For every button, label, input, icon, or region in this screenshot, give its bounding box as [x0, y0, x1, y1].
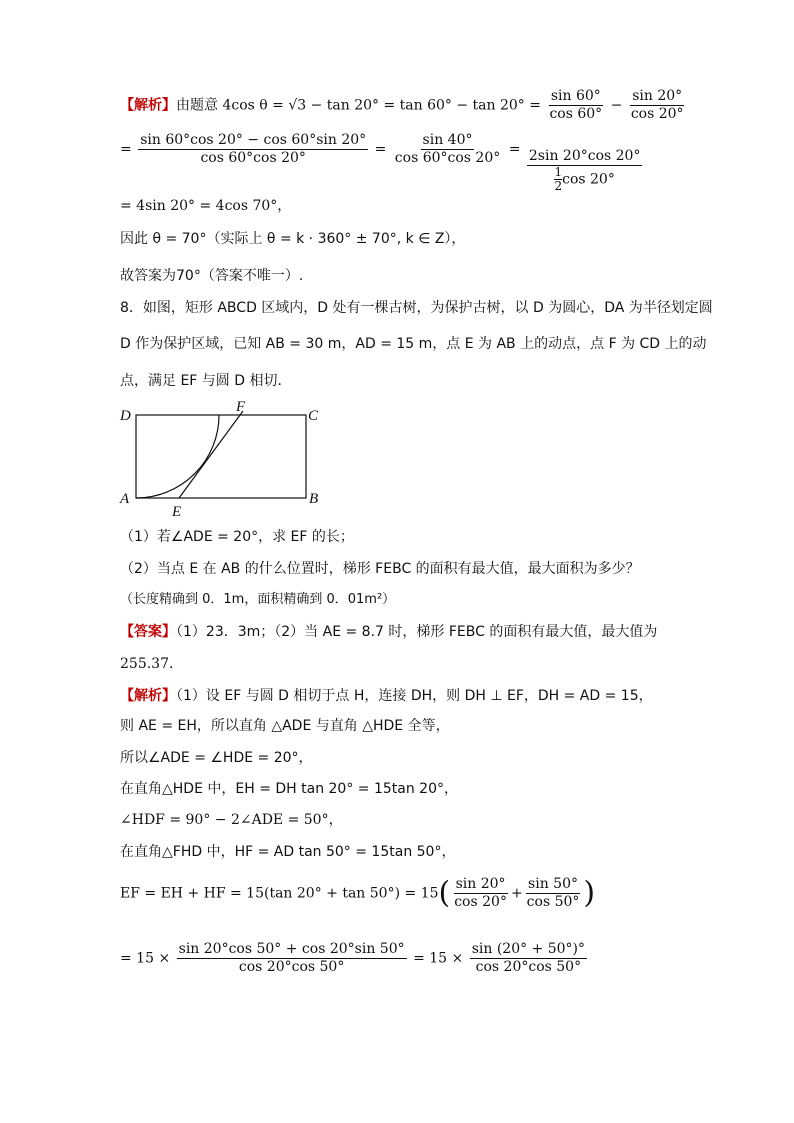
fraction: $\frac{\sin 60^\circ}{\cos 60^\circ}$: [549, 88, 603, 122]
solution-line-3: 所以∠ADE = ∠HDE = 20°，: [120, 750, 313, 766]
left-paren: (: [438, 875, 451, 911]
equation: 4cos θ = √3 − tan 20° = tan 60° − tan 20° =: [222, 97, 541, 114]
operator: =: [120, 141, 132, 158]
solution-text: （1）设 EF 与圆 D 相切于点 H，连接 DH，则 DH ⊥ EF，DH = AD = 15，: [176, 688, 653, 704]
operator: −: [610, 97, 623, 114]
fraction: $\frac{\sin 50^\circ}{\cos 50^\circ}$: [526, 876, 580, 910]
answer-line-1: [120, 622, 657, 642]
answer-line-2: 255.37．: [120, 656, 183, 672]
analysis-tag: 【解析】: [120, 97, 176, 114]
label-f: F: [236, 399, 246, 415]
analysis-tag: 【解析】: [120, 688, 176, 704]
label-c: C: [308, 408, 319, 424]
solution-line-2: 则 AE = EH，所以直角 △ADE 与直角 △HDE 全等，: [120, 718, 450, 734]
answer-text: （1）23．3m；（2）当 AE = 8.7 时，梯形 FEBC 的面积有最大值，最大值为: [176, 624, 658, 640]
operator: =: [374, 141, 387, 158]
operator: = 15 ×: [413, 950, 464, 967]
equation: EF = EH + HF = 15(tan 20° + tan 50°) = 15: [120, 885, 439, 902]
operator: =: [508, 141, 521, 158]
label-a: A: [120, 491, 130, 507]
fraction: 2sin 20°cos 20° $\frac{1}{2}$ cos 20°: [528, 147, 641, 193]
text: 由题意: [176, 97, 218, 114]
question-8-line-1: 8．如图，矩形 ABCD 区域内，D 处有一棵古树，为保护古树，以 D 为圆心，DA 为半径划定圆: [120, 300, 713, 316]
operator: +: [510, 885, 523, 902]
fraction: $\frac{\sin 20^\circ}{\cos 20^\circ}$: [630, 88, 684, 122]
solution-line-8: [120, 941, 589, 976]
right-paren: ): [583, 875, 596, 911]
analysis-line-4: 因此 θ = 70°（实际上 θ = k · 360° ± 70°, k ∈ Z），: [120, 231, 466, 247]
precision-note: （长度精确到 0．1m，面积精确到 0．01m²）: [120, 592, 396, 607]
analysis-line-3: = 4sin 20° = 4cos 70°，: [120, 198, 292, 214]
fraction-half: $\frac{1}{2}$: [554, 164, 563, 193]
label-e: E: [172, 504, 182, 518]
analysis-line-5: 故答案为70°（答案不唯一）.: [120, 268, 304, 284]
rectangle-abcd: [136, 415, 306, 498]
solution-line-5: ∠HDF = 90° − 2∠ADE = 50°，: [120, 812, 343, 828]
fraction: $\frac{\sin 40^\circ}{\cos 60^\circ\cos 20^\circ}$: [394, 132, 501, 166]
circle-arc: [136, 415, 219, 498]
fraction: $\frac{\sin (20^\circ + 50^\circ)^\circ}{\cos 20^\circ\cos 50^\circ}$: [471, 941, 586, 975]
solution-line-7: [120, 876, 595, 911]
operator: = 15 ×: [120, 950, 171, 967]
label-d: D: [120, 408, 131, 424]
answer-tag: 【答案】: [120, 624, 176, 640]
solution-line-1: [120, 686, 653, 706]
question-8-line-3: 点，满足 EF 与圆 D 相切．: [120, 373, 292, 389]
question-8-line-2: D 作为保护区域，已知 AB = 30 m，AD = 15 m，点 E 为 AB 上的动点，点 F 为 CD 上的动: [120, 336, 707, 352]
label-b: B: [309, 491, 319, 507]
sub-question-2: （2）当点 E 在 AB 的什么位置时，梯形 FEBC 的面积有最大值，最大面积为多少？: [120, 561, 640, 577]
analysis-line-2: [120, 132, 644, 193]
analysis-line-1: [120, 88, 688, 123]
fraction: $\frac{\sin 60^\circ\cos 20^\circ - \cos 60^\circ\sin 20^\circ}{\cos 60^\circ\cos 20^\circ}$: [140, 132, 367, 166]
fraction: $\frac{\sin 20^\circ\cos 50^\circ + \cos 20^\circ\sin 50^\circ}{\cos 20^\circ\cos 50^\circ}$: [178, 941, 405, 975]
fraction: $\frac{\sin 20^\circ}{\cos 20^\circ}$: [454, 876, 507, 910]
sub-question-1: （1）若∠ADE = 20°，求 EF 的长；: [120, 529, 354, 545]
rectangle-figure: [112, 396, 332, 518]
tangent-ef: [179, 411, 243, 498]
solution-line-4: 在直角△HDE 中，EH = DH tan 20° = 15tan 20°，: [120, 781, 458, 797]
solution-line-6: 在直角△FHD 中，HF = AD tan 50° = 15tan 50°，: [120, 844, 456, 860]
